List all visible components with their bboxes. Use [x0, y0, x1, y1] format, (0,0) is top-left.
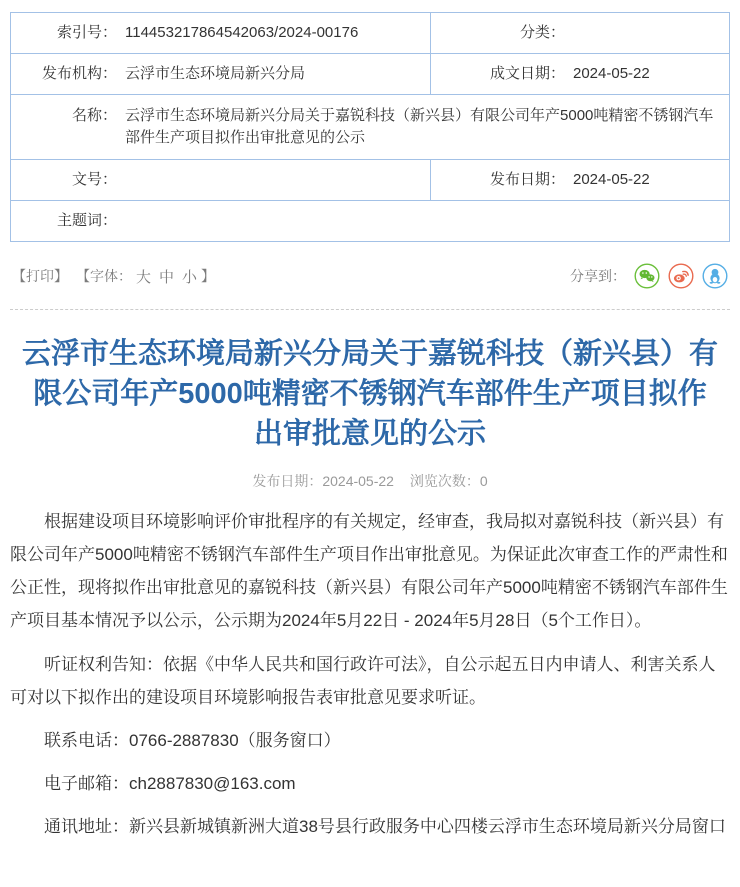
category-cell	[431, 13, 730, 54]
article-paragraph: 根据建设项目环境影响评价审批程序的有关规定，经审查，我局拟对嘉锐科技（新兴县）有限公司年产5000吨精密不锈钢汽车部件生产项目作出审批意见。为保证此次审查工作的严肃性和公正性，现将拟作出审批意见的嘉锐科技（新兴县）有限公司年产5000吨精密不锈钢汽车部件生产项目基本情况予以公示，公示期为2024年5月22日 - 2024年5月28日（5个工作日）。	[10, 512, 728, 631]
publish-date-value: 2024-05-22	[573, 171, 650, 188]
font-size-control	[76, 266, 215, 287]
publisher-label: 发布机构：	[41, 65, 117, 82]
document-name-cell	[11, 95, 730, 160]
index-number-value: 114453217864542063/2024-00176	[125, 24, 359, 41]
toolbar-left	[12, 266, 215, 287]
qq-share-button[interactable]	[702, 263, 728, 289]
category-label: 分类：	[519, 24, 565, 41]
table-row	[11, 201, 730, 242]
written-date-label: 成文日期：	[489, 65, 565, 82]
publish-date-meta	[252, 473, 394, 489]
wechat-share-button[interactable]	[634, 263, 660, 289]
contact-email: 电子邮箱：ch2887830@163.com	[44, 773, 296, 793]
table-row	[11, 54, 730, 95]
document-number-cell	[11, 160, 431, 201]
toolbar	[12, 263, 728, 289]
page-title: 云浮市生态环境局新兴分局关于嘉锐科技（新兴县）有限公司年产5000吨精密不锈钢汽车部件生产项目拟作出审批意见的公示	[22, 338, 719, 450]
publish-date-meta-label: 发布日期：	[252, 473, 323, 489]
font-size-large-button[interactable]: 大	[136, 268, 152, 286]
document-name-label: 名称：	[71, 107, 117, 124]
contact-phone: 联系电话：0766-2887830（服务窗口）	[44, 730, 341, 750]
publish-date-meta-value: 2024-05-22	[322, 473, 394, 489]
written-date-cell	[431, 54, 730, 95]
table-row	[11, 13, 730, 54]
view-count-meta	[410, 473, 488, 489]
document-number-label: 文号：	[71, 171, 117, 188]
index-number-label: 索引号：	[56, 24, 117, 41]
document-info-table	[10, 12, 730, 242]
subject-words-cell	[11, 201, 730, 242]
publish-date-label: 发布日期：	[489, 171, 565, 188]
dashed-divider	[10, 309, 730, 310]
font-size-suffix: 】	[201, 268, 216, 284]
publish-date-cell	[431, 160, 730, 201]
weibo-share-button[interactable]	[668, 263, 694, 289]
index-number-cell	[11, 13, 431, 54]
document-name-value: 云浮市生态环境局新兴分局关于嘉锐科技（新兴县）有限公司年产5000吨精密不锈钢汽车部件生产项目拟作出审批意见的公示	[125, 107, 714, 146]
article-paragraph: 听证权利告知：依据《中华人民共和国行政许可法》，自公示起五日内申请人、利害关系人可对以下拟作出的建设项目环境影响报告表审批意见要求听证。	[10, 654, 716, 707]
font-size-medium-button[interactable]: 中	[159, 268, 175, 286]
contact-address: 通讯地址：新兴县新城镇新洲大道38号县行政服务中心四楼云浮市生态环境局新兴分局窗口	[44, 817, 726, 837]
table-row	[11, 160, 730, 201]
article-body	[10, 505, 730, 843]
publisher-cell	[11, 54, 431, 95]
view-count-label: 浏览次数：	[409, 473, 480, 489]
print-button[interactable]: 【打印】	[12, 268, 68, 284]
share-label: 分享到：	[570, 268, 626, 284]
article-meta	[10, 471, 730, 491]
font-size-small-button[interactable]: 小	[182, 268, 198, 286]
font-size-prefix: 【字体：	[76, 268, 132, 284]
share-bar	[570, 263, 728, 289]
publisher-value: 云浮市生态环境局新兴分局	[125, 65, 306, 82]
written-date-value: 2024-05-22	[573, 65, 650, 82]
table-row	[11, 95, 730, 160]
view-count-value: 0	[479, 473, 488, 489]
subject-words-label: 主题词：	[56, 212, 117, 229]
